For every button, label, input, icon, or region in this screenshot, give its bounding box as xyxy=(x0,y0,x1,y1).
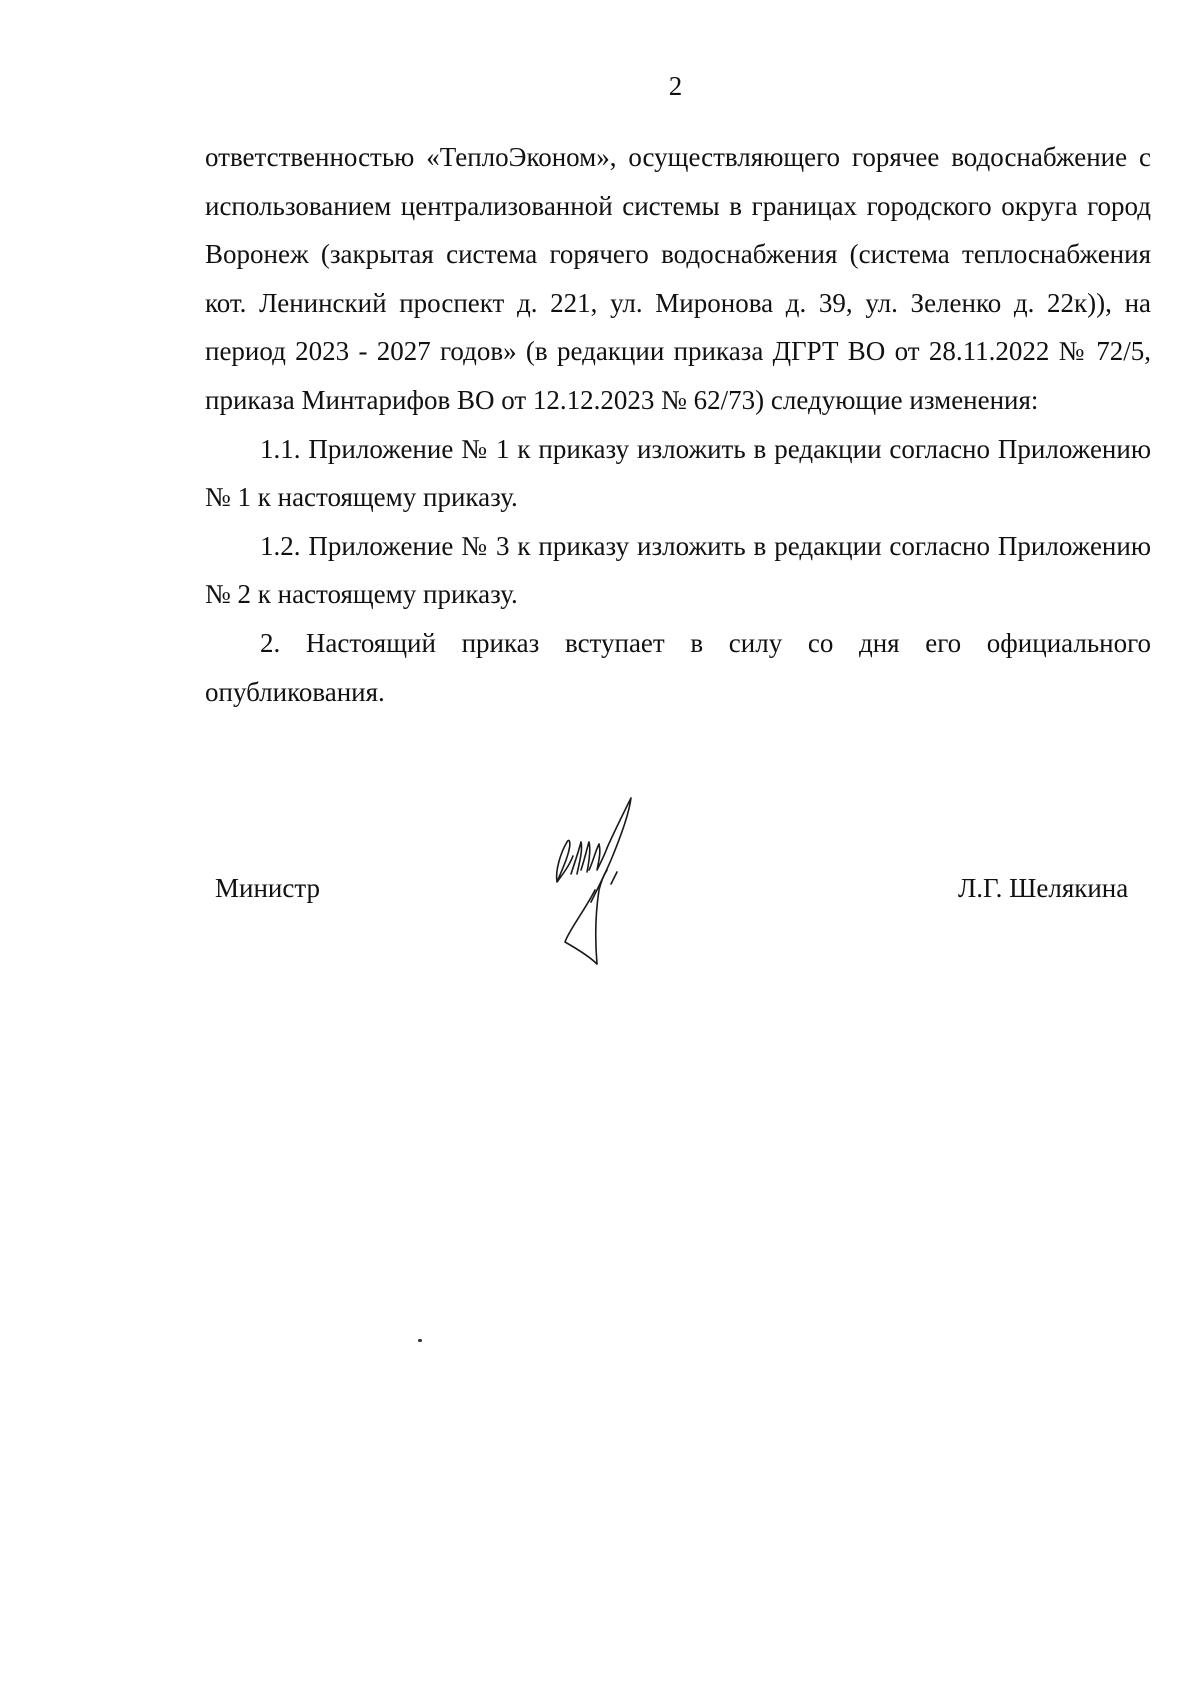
paragraph-continuation: ответственностью «ТеплоЭконом», осуществляющего горячее водоснабжение с использованием централизованной системы в границах городского округа город Воронеж (закрытая система горячего водоснабжения (система теплоснабжения кот. Ленинский проспект д. 221, ул. Миронова д. 39, ул. Зеленко д. 22к)), на период 2023 - 2027 годов» (в редакции приказа ДГРТ ВО от 28.11.2022 № 72/5, приказа Минтарифов ВО от 12.12.2023 № 62/73) следующие изменения: xyxy=(205,142,1151,415)
signer-name: Л.Г. Шелякина xyxy=(958,873,1129,903)
page-number: 2 xyxy=(668,71,683,101)
scan-speck xyxy=(418,1339,422,1342)
paragraph-item-2: 2. Настоящий приказ вступает в силу со дня его официального опубликования. xyxy=(205,627,1151,707)
handwritten-signature xyxy=(545,790,675,980)
document-body xyxy=(205,133,1151,716)
signer-position: Министр xyxy=(215,873,320,903)
paragraph-item-1-1: 1.1. Приложение № 1 к приказу изложить в редакции согласно Приложению № 1 к настоящему приказу. xyxy=(205,433,1151,513)
paragraph-item-1-2: 1.2. Приложение № 3 к приказу изложить в редакции согласно Приложению № 2 к настоящему приказу. xyxy=(205,530,1151,610)
